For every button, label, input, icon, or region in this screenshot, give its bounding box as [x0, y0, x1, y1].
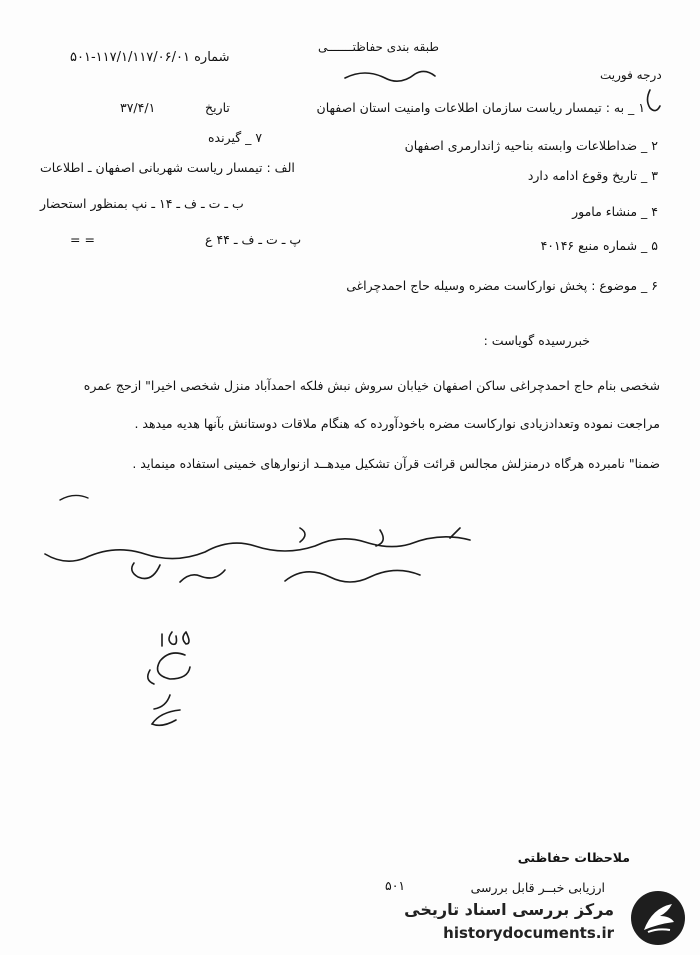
- remarks-label: ملاحظات حفاظتی: [517, 850, 630, 865]
- field-source: ۲ _ ضداطلاعات وابسته بناحیه ژاندارمری اصفهان: [404, 138, 658, 153]
- classification-label: طبقه بندی حفاظتـــــــی: [318, 40, 439, 54]
- date-label: تاریخ: [205, 100, 230, 115]
- recipients-label: ۷ _ گیرنده: [208, 130, 263, 145]
- urgency-label: درجه فوریت: [600, 68, 662, 82]
- report-line-3: ضمنا" نامبرده هرگاه درمنزلش مجالس قرائت قرآن تشکیل میدهــد ازنوارهای خمینی استفاده مینماید .: [132, 456, 660, 471]
- field-source-number: ۵ _ شماره منبع ۴۰۱۴۶: [540, 238, 658, 253]
- field-subject: ۶ _ موضوع : پخش نوارکاست مضره وسیله حاج احمدچراغی: [346, 278, 658, 293]
- archive-watermark-url: historydocuments.ir: [443, 924, 614, 942]
- document-number: شماره ۱۱۷/۱/۱۱۷/۰۶/۰۱-۵۰۱: [70, 50, 230, 65]
- report-line-1: شخصی بنام حاج احمدچراغی ساکن اصفهان خیابان سروش نبش فلکه احمدآباد منزل شخصی اخیرا" ازحج عمره: [83, 378, 660, 393]
- field-origin: ۴ _ منشاء مامور: [572, 204, 658, 219]
- archive-watermark-title: مرکز بررسی اسناد تاریخی: [404, 900, 614, 919]
- footer-code: ۵۰۱: [385, 878, 406, 893]
- field-event-date: ۳ _ تاریخ وقوع ادامه دارد: [527, 168, 658, 183]
- recipient-p: پ ـ ت ـ ف ـ ۴۴ ع: [205, 232, 302, 247]
- evaluation-label: ارزیابی خبــر قابل بررسی: [470, 880, 605, 895]
- ditto-marks: = =: [70, 232, 95, 247]
- recipient-a: الف : تیمسار ریاست شهربانی اصفهان ـ اطلاعات: [40, 160, 295, 175]
- field-to: ۱ _ به : تیمسار ریاست سازمان اطلاعات وامنیت استان اصفهان: [316, 100, 645, 115]
- archive-logo-icon: [628, 888, 688, 948]
- report-line-2: مراجعت نموده وتعدادزیادی نوارکاست مضره باخودآورده که هنگام ملاقات دوستانش بآنها هدیه میدهد .: [134, 416, 660, 431]
- date-value: ۳۷/۴/۱: [120, 100, 156, 115]
- report-intro: خبررسیده گویاست :: [483, 333, 590, 348]
- recipient-b: ب ـ ت ـ ف ـ ۱۴ ـ نپ بمنظور استحضار: [40, 196, 244, 211]
